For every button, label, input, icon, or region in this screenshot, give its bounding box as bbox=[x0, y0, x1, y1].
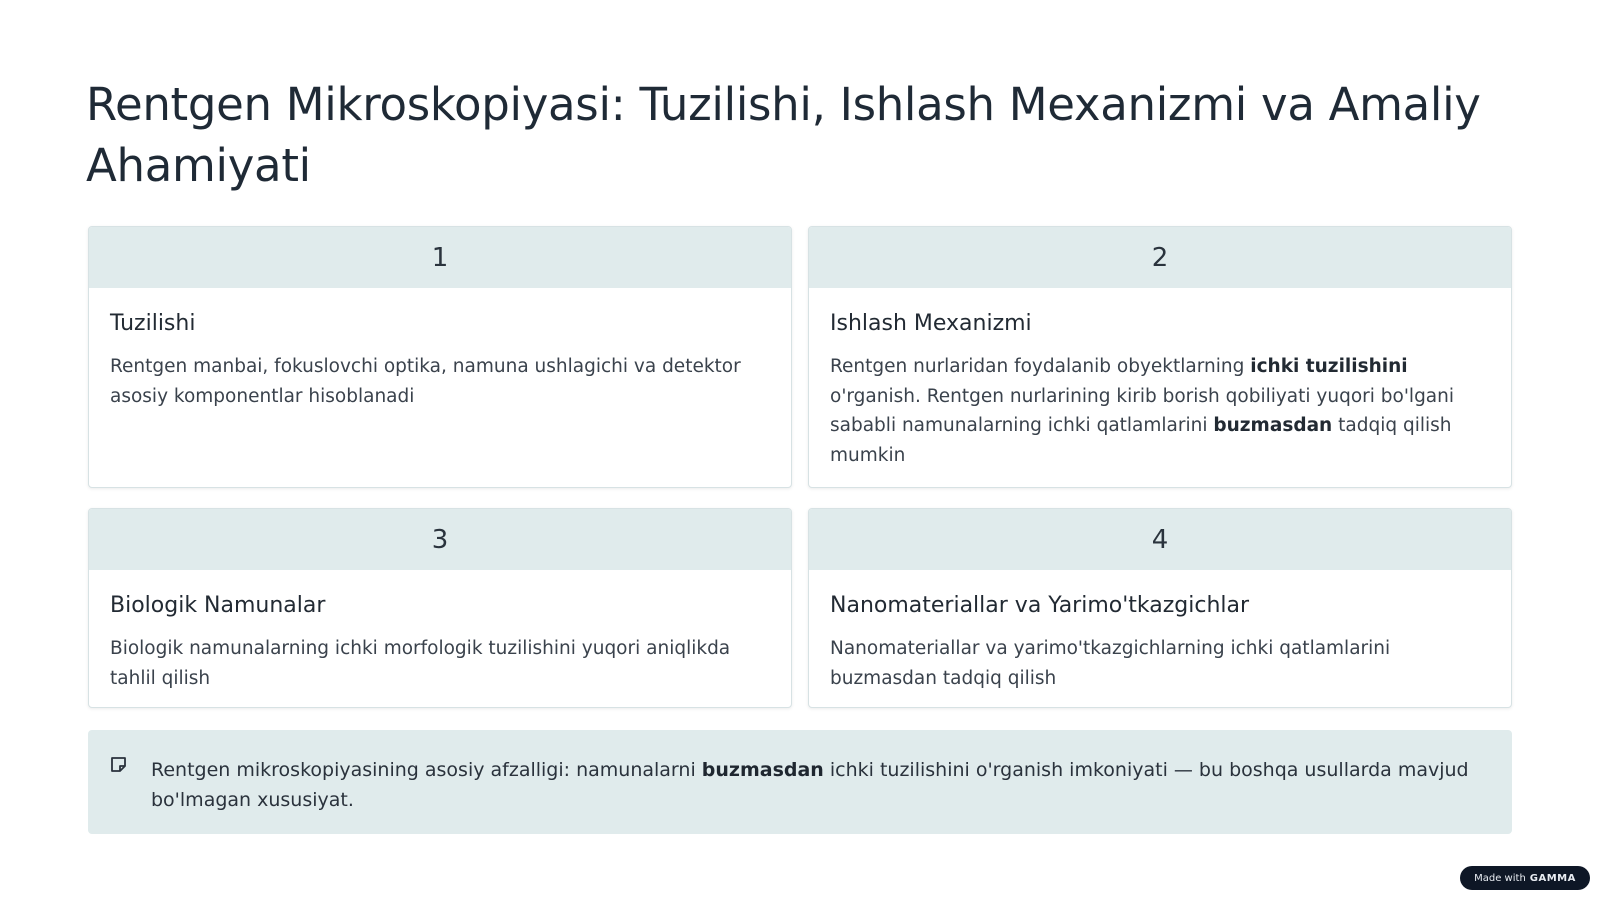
card-number: 1 bbox=[89, 227, 791, 288]
card-nanomaterials bbox=[808, 508, 1512, 708]
badge-prefix: Made with bbox=[1474, 872, 1526, 884]
cards-grid bbox=[88, 226, 1512, 708]
card-text: Rentgen nurlaridan foydalanib obyektlarning ichki tuzilishini o'rganish. Rentgen nurlarining kirib borish qobiliyati yuqori bo'lgani sababli namunalarning ichki qatlamlarini buzmasdan tadqiq qilish mumkin bbox=[830, 356, 1455, 466]
card-biological bbox=[88, 508, 792, 708]
card-mechanism bbox=[808, 226, 1512, 488]
card-text: Nanomateriallar va yarimo'tkazgichlarning ichki qatlamlarini buzmasdan tadqiq qilish bbox=[830, 638, 1391, 689]
card-number: 4 bbox=[809, 509, 1511, 570]
gamma-logo: GAMMA bbox=[1529, 872, 1576, 884]
note-callout bbox=[88, 730, 1512, 834]
note-icon bbox=[110, 756, 128, 774]
card-number: 3 bbox=[89, 509, 791, 570]
card-title: Ishlash Mexanizmi bbox=[830, 311, 1032, 336]
card-title: Nanomateriallar va Yarimo'tkazgichlar bbox=[830, 593, 1250, 618]
slide-title: Rentgen Mikroskopiyasi: Tuzilishi, Ishlash Mexanizmi va Amaliy Ahamiyati bbox=[86, 78, 1481, 192]
made-with-gamma-badge[interactable] bbox=[1460, 866, 1590, 890]
card-text: Rentgen manbai, fokuslovchi optika, namuna ushlagichi va detektor asosiy komponentlar hisoblanadi bbox=[110, 356, 741, 407]
note-text: Rentgen mikroskopiyasining asosiy afzalligi: namunalarni buzmasdan ichki tuzilishini o'rganish imkoniyati — bu boshqa usullarda mavjud bo'lmagan xususiyat. bbox=[151, 759, 1469, 811]
card-structure bbox=[88, 226, 792, 488]
card-title: Biologik Namunalar bbox=[110, 593, 326, 618]
card-number: 2 bbox=[809, 227, 1511, 288]
card-text: Biologik namunalarning ichki morfologik tuzilishini yuqori aniqlikda tahlil qilish bbox=[110, 638, 731, 689]
card-title: Tuzilishi bbox=[110, 311, 196, 336]
